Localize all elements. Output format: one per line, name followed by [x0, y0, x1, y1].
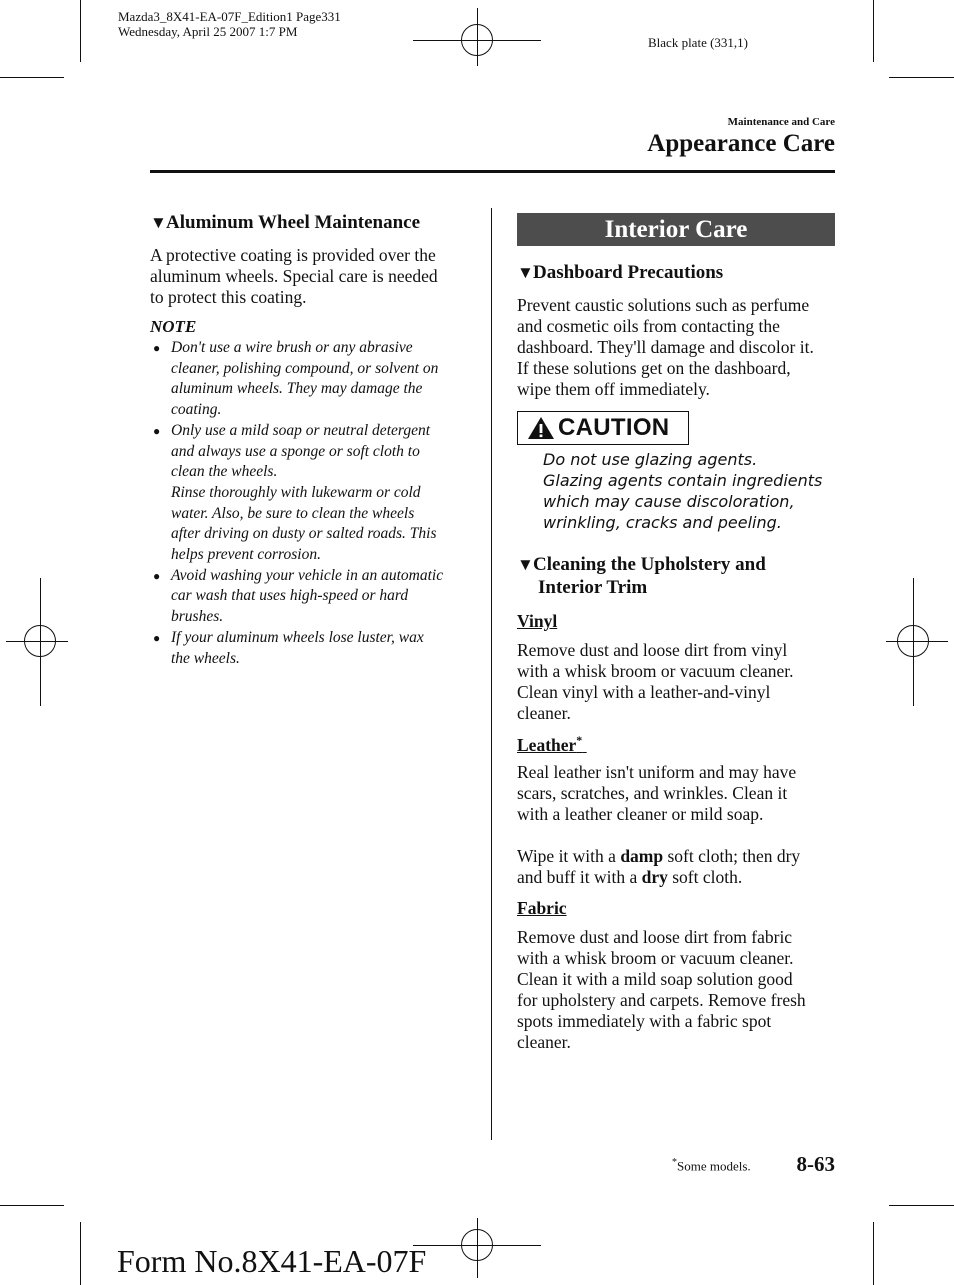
dashboard-text [517, 295, 847, 400]
caution-text [543, 449, 833, 533]
dashboard-heading-text: Dashboard Precautions [533, 262, 724, 283]
upholstery-section [517, 553, 847, 1053]
note-line: Avoid washing your vehicle in an automatic [171, 566, 444, 584]
note-line: helps prevent corrosion. [171, 546, 321, 564]
dashboard-line: dashboard. They'll damage and discolor it. [517, 337, 814, 357]
reg-circle-top [461, 24, 493, 56]
intro-line: aluminum wheels. Special care is needed [150, 266, 438, 286]
upholstery-heading-line1: Cleaning the Upholstery and [533, 554, 766, 575]
down-triangle-icon: ▼ [150, 213, 167, 232]
caution-line: Do not use glazing agents. [543, 450, 758, 469]
leather-title: Leather [517, 734, 577, 755]
fabric-line: with a whisk broom or vacuum cleaner. [517, 947, 794, 968]
vinyl-line: Remove dust and loose dirt from vinyl [517, 640, 788, 660]
note-line: water. Also, be sure to clean the wheels [171, 504, 415, 522]
vinyl-subheading: Vinyl [517, 611, 558, 631]
reg-circle-bottom [461, 1229, 493, 1261]
note-line: after driving on dusty or salted roads. This [171, 525, 437, 543]
warning-triangle-icon [527, 416, 555, 440]
interior-care-banner: Interior Care [517, 213, 835, 246]
note-line: aluminum wheels. They may damage the [171, 380, 423, 398]
leather-line: with a leather cleaner or mild soap. [517, 803, 764, 824]
note-line: and always use a sponge or soft cloth to [171, 442, 420, 460]
vinyl-line: cleaner. [517, 703, 571, 723]
note-item [150, 338, 475, 421]
crop-mark-top-right-v [873, 0, 874, 62]
upholstery-heading-line2: Interior Trim [538, 577, 648, 598]
leather-line: Real leather isn't uniform and may have [517, 761, 797, 782]
dashboard-line: and cosmetic oils from contacting the [517, 316, 780, 336]
leather-subheading [517, 733, 847, 756]
wipe-text: soft cloth; then dry [663, 845, 801, 866]
caution-label: CAUTION [558, 414, 670, 441]
dashboard-line: If these solutions get on the dashboard, [517, 358, 791, 378]
crop-mark-bottom-right-h [889, 1205, 954, 1206]
fabric-line: cleaner. [517, 1031, 571, 1052]
leather-wipe-text [517, 846, 847, 888]
footnote-text: Some models. [677, 1158, 751, 1174]
leather-text [517, 762, 847, 825]
fabric-text [517, 927, 847, 1053]
fabric-line: spots immediately with a fabric spot [517, 1010, 772, 1031]
vinyl-line: with a whisk broom or vacuum cleaner. [517, 661, 794, 681]
down-triangle-icon: ▼ [517, 555, 534, 574]
footnote-mark: * [672, 1157, 677, 1168]
leather-line: scars, scratches, and wrinkles. Clean it [517, 782, 788, 803]
intro-line: to protect this coating. [150, 287, 307, 307]
print-meta-file: Mazda3_8X41-EA-07F_Edition1 Page331 [118, 9, 341, 24]
print-meta [118, 9, 341, 39]
print-meta-date: Wednesday, April 25 2007 1:7 PM [118, 24, 298, 39]
page-number: 8-63 [796, 1152, 835, 1176]
note-line: coating. [171, 401, 222, 419]
note-line: cleaner, polishing compound, or solvent on [171, 359, 439, 377]
footnote-mark: * [576, 733, 583, 747]
caution-line: wrinkling, cracks and peeling. [543, 513, 782, 532]
note-item [150, 566, 475, 628]
column-divider [491, 208, 492, 1140]
aluminum-wheel-intro [150, 245, 475, 308]
header-rule [150, 170, 835, 173]
bullet-icon: ● [153, 423, 161, 438]
dashboard-line: wipe them off immediately. [517, 379, 710, 399]
caution-box [517, 411, 689, 445]
crop-mark-top-left-h [0, 77, 64, 78]
note-item [150, 628, 475, 669]
reg-circle-left [24, 625, 56, 657]
wipe-bold-damp: damp [620, 845, 664, 866]
aluminum-wheel-heading-text: Aluminum Wheel Maintenance [166, 212, 421, 233]
note-list [150, 338, 475, 669]
crop-mark-top-left-v [80, 0, 81, 62]
dashboard-line: Prevent caustic solutions such as perfume [517, 295, 810, 315]
note-line: Rinse thoroughly with lukewarm or cold [171, 483, 421, 501]
vinyl-text [517, 640, 847, 724]
note-title: NOTE [150, 317, 197, 336]
fabric-line: Remove dust and loose dirt from fabric [517, 926, 793, 947]
right-column [517, 261, 847, 400]
wipe-text: soft cloth. [667, 866, 743, 887]
wipe-text: Wipe it with a [517, 845, 621, 866]
intro-line: A protective coating is provided over the [150, 245, 436, 265]
crop-mark-bottom-left-h [0, 1205, 64, 1206]
bullet-icon: ● [153, 630, 161, 645]
caution-line: Glazing agents contain ingredients [543, 471, 823, 490]
form-number: Form No.8X41-EA-07F [117, 1243, 427, 1279]
note-line: Only use a mild soap or neutral detergent [171, 421, 431, 439]
note-line: brushes. [171, 608, 224, 626]
crop-mark-bottom-right-v [873, 1222, 874, 1285]
note-line: the wheels. [171, 649, 240, 667]
reg-circle-right [897, 625, 929, 657]
note-line: clean the wheels. [171, 463, 278, 481]
fabric-line: for upholstery and carpets. Remove fresh [517, 989, 806, 1010]
section-label: Maintenance and Care [727, 116, 835, 128]
vinyl-line: Clean vinyl with a leather-and-vinyl [517, 682, 771, 702]
down-triangle-icon: ▼ [517, 263, 534, 282]
wipe-bold-dry: dry [641, 866, 668, 887]
fabric-subheading: Fabric [517, 897, 567, 918]
note-item [150, 421, 475, 566]
page-title: Appearance Care [647, 130, 835, 157]
aluminum-wheel-heading [150, 211, 475, 234]
note-line: Don't use a wire brush or any abrasive [171, 339, 413, 356]
fabric-line: Clean it with a mild soap solution good [517, 968, 793, 989]
wipe-text: and buff it with a [517, 866, 642, 887]
dashboard-heading [517, 261, 847, 284]
caution-line: which may cause discoloration, [543, 492, 795, 511]
note-line: If your aluminum wheels lose luster, wax [171, 628, 424, 646]
left-column [150, 211, 475, 669]
crop-mark-top-right-h [889, 77, 954, 78]
crop-mark-bottom-left-v [80, 1222, 81, 1285]
bullet-icon: ● [153, 341, 161, 355]
footnote [672, 1157, 751, 1174]
upholstery-heading [517, 553, 847, 599]
plate-label: Black plate (331,1) [648, 35, 748, 50]
note-line: car wash that uses high-speed or hard [171, 587, 409, 605]
bullet-icon: ● [153, 568, 161, 583]
